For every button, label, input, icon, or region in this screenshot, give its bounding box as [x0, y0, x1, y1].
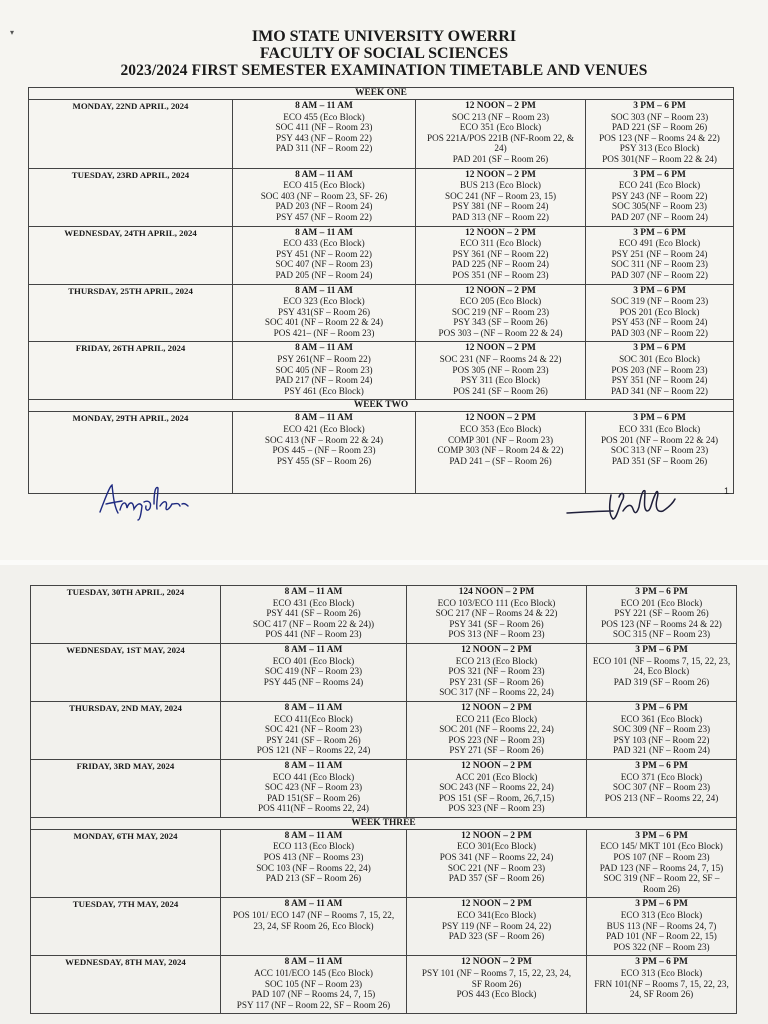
course-venue-line: PSY 101 (NF – Rooms 7, 15, 22, 23, 24,: [421, 968, 572, 978]
day-cell: THURSDAY, 25TH APRIL, 2024: [29, 284, 233, 342]
time-slot-label: 8 AM – 11 AM: [284, 957, 343, 968]
course-venue-line: ECO 401 (Eco Block): [272, 655, 355, 666]
course-venue-line: ECO 301(Eco Block): [456, 841, 537, 852]
course-venue-line: PSY 241 (SF – Room 26): [266, 734, 361, 745]
day-cell: MONDAY, 6TH MAY, 2024: [31, 829, 221, 898]
course-venue-line: ACC 101/ECO 145 (Eco Block): [254, 968, 373, 978]
course-venue-line: 24, SF Room 26): [629, 989, 694, 1000]
course-venue-line: ECO 323 (Eco Block): [283, 296, 365, 307]
course-venue-line: ECO 361 (Eco Block): [620, 713, 703, 724]
week-header-row: [29, 400, 734, 412]
time-slot-label: 8 AM – 11 AM: [295, 169, 353, 180]
day-cell: TUESDAY, 30TH APRIL, 2024: [31, 586, 221, 644]
course-venue-line: ECO 441 (Eco Block): [272, 771, 355, 782]
day-row: [31, 759, 737, 817]
course-venue-line: SOC 413 (NF – Room 22 & 24): [264, 434, 384, 445]
timetable-title: 2023/2024 FIRST SEMESTER EXAMINATION TIMETABLE AND VENUES: [120, 62, 648, 79]
exam-slot-cell: [233, 342, 416, 400]
page-number: 1: [724, 486, 730, 496]
course-venue-line: PSY 341 (SF – Room 26): [449, 618, 544, 629]
course-venue-line: 24, Eco Block): [633, 666, 690, 677]
course-venue-line: Room 26): [642, 883, 680, 894]
course-venue-line: PAD 311 (NF – Room 22): [275, 143, 373, 154]
course-venue-line: PAD 123 (NF – Rooms 24, 7, 15): [599, 862, 724, 873]
time-slot-label: 3 PM – 6 PM: [633, 285, 686, 296]
time-slot-label: 12 NOON – 2 PM: [465, 285, 536, 296]
course-venue-line: PSY 311 (Eco Block): [460, 375, 541, 386]
course-venue-line: PSY 451 (NF – Room 22): [276, 248, 372, 259]
course-venue-line: SOC 103 (NF – Rooms 22, 24): [256, 862, 371, 873]
course-venue-line: SOC 317 (NF – Rooms 22, 24): [439, 687, 554, 698]
course-venue-line: SOC 231 (NF – Rooms 24 & 22): [439, 354, 562, 365]
time-slot-label: 3 PM – 6 PM: [635, 830, 688, 841]
course-venue-line: PSY 431(SF – Room 26): [277, 306, 371, 317]
day-cell: TUESDAY, 23RD APRIL, 2024: [29, 168, 233, 226]
course-venue-line: ECO 433 (Eco Block): [283, 238, 365, 249]
course-venue-line: PSY 221 (SF – Room 26): [614, 608, 709, 619]
course-venue-line: PAD 357 (SF – Room 26): [448, 873, 545, 884]
course-venue-line: PSY 351 (NF – Room 24): [611, 375, 708, 386]
day-cell: WEDNESDAY, 24TH APRIL, 2024: [29, 226, 233, 284]
exam-slot-cell: [587, 701, 737, 759]
time-slot-label: 8 AM – 11 AM: [295, 227, 353, 238]
course-venue-line: ECO 411(Eco Block): [274, 713, 353, 724]
course-venue-line: SOC 407 (NF – Room 23): [275, 259, 373, 270]
course-venue-line: POS 107 (NF – Room 23): [613, 852, 710, 863]
university-name: IMO STATE UNIVERSITY OWERRI: [251, 28, 517, 45]
exam-slot-cell: [221, 586, 407, 644]
day-cell: FRIDAY, 26TH APRIL, 2024: [29, 342, 233, 400]
course-venue-line: SOC 201 (NF – Rooms 22, 24): [439, 724, 554, 735]
course-venue-line: PAD 351 (SF – Room 26): [611, 455, 708, 466]
course-venue-line: ECO 415 (Eco Block): [283, 180, 365, 191]
exam-slot-cell: [586, 342, 734, 400]
course-venue-line: ECO 351 (Eco Block): [459, 122, 542, 133]
time-slot-label: 8 AM – 11 AM: [284, 899, 343, 910]
time-slot-label: 8 AM – 11 AM: [295, 285, 353, 296]
exam-slot-cell: [221, 759, 407, 817]
exam-slot-cell: [221, 643, 407, 701]
course-venue-line: PSY 361 (NF – Room 22): [452, 248, 549, 259]
course-venue-line: POS 321 (NF – Room 23): [448, 666, 545, 677]
exam-slot-cell: [407, 898, 587, 956]
exam-slot-cell: [586, 412, 734, 494]
day-cell: MONDAY, 29TH APRIL, 2024: [29, 412, 233, 494]
course-venue-line: ECO 371 (Eco Block): [620, 771, 703, 782]
course-venue-line: PAD 241 – (SF – Room 26): [449, 455, 552, 466]
course-venue-line: PAD 107 (NF – Rooms 24, 7, 15): [251, 989, 376, 1000]
course-venue-line: SOC 403 (NF – Room 23, SF- 26): [260, 190, 388, 201]
time-slot-label: 3 PM – 6 PM: [633, 343, 686, 354]
time-slot-label: 3 PM – 6 PM: [635, 899, 688, 910]
time-slot-label: 12 NOON – 2 PM: [465, 343, 536, 354]
time-slot-label: 12 NOON – 2 PM: [461, 760, 532, 771]
course-venue-line: SOC 319 (NF – Room 22, SF –: [603, 873, 720, 884]
course-venue-line: PSY 443 (NF – Room 22): [276, 132, 372, 143]
course-venue-line: ECO 491 (Eco Block): [618, 238, 701, 249]
day-cell: FRIDAY, 3RD MAY, 2024: [31, 759, 221, 817]
course-venue-line: SOC 319 (NF – Room 23): [610, 296, 709, 307]
course-venue-line: ECO 353 (Eco Block): [459, 424, 542, 435]
course-venue-line: SOC 217 (NF – Rooms 24 & 22): [435, 608, 558, 619]
course-venue-line: PAD 201 (SF – Room 26): [452, 153, 549, 164]
course-venue-line: SOC 405 (NF – Room 23): [275, 364, 373, 375]
course-venue-line: ACC 201 (Eco Block): [455, 771, 538, 782]
course-venue-line: SOC 307 (NF – Room 23): [612, 782, 711, 793]
course-venue-line: POS 123 (NF – Rooms 24 & 22): [599, 132, 720, 143]
course-venue-line: ECO 213 (Eco Block): [455, 655, 538, 666]
course-venue-line: SOC 419 (NF – Room 23): [264, 666, 363, 677]
course-venue-line: POS 121 (NF – Rooms 22, 24): [256, 745, 371, 756]
course-venue-line: POS 123 (NF – Rooms 24 & 22): [601, 618, 722, 629]
course-venue-line: SOC 213 (NF – Room 23): [451, 111, 550, 122]
week-header-row: [29, 88, 734, 100]
course-venue-line: POS 221A/POS 221B (NF-Room 22, &: [426, 132, 575, 143]
course-venue-line: POS 322 (NF – Room 23): [613, 941, 710, 952]
course-venue-line: POS 445 – (NF – Room 23): [272, 445, 376, 456]
course-venue-line: POS 213 (NF – Rooms 22, 24): [604, 792, 719, 803]
course-venue-line: ECO 211 (Eco Block): [455, 713, 538, 724]
exam-slot-cell: [221, 829, 407, 898]
course-venue-line: PAD 321 (NF – Room 24): [613, 745, 710, 756]
time-slot-label: 8 AM – 11 AM: [295, 101, 353, 111]
day-row: [31, 898, 737, 956]
time-slot-label: 8 AM – 11 AM: [295, 343, 353, 354]
exam-slot-cell: [587, 759, 737, 817]
course-venue-line: SOC 311 (NF – Room 23): [611, 259, 708, 270]
time-slot-label: 8 AM – 11 AM: [284, 702, 343, 713]
course-venue-line: POS 201 (Eco Block): [619, 306, 700, 317]
exam-slot-cell: [586, 168, 734, 226]
time-slot-label: 12 NOON – 2 PM: [461, 830, 532, 841]
course-venue-line: ECO 241 (Eco Block): [618, 180, 701, 191]
day-row: [31, 643, 737, 701]
course-venue-line: ECO 331 (Eco Block): [618, 424, 701, 435]
time-slot-label: 3 PM – 6 PM: [635, 644, 688, 655]
course-venue-line: POS 303 – (NF – Room 22 & 24): [438, 327, 563, 338]
exam-slot-cell: [221, 701, 407, 759]
exam-slot-cell: [587, 956, 737, 1014]
day-row: [31, 956, 737, 1014]
course-venue-line: COMP 301 (NF – Room 23): [447, 434, 554, 445]
course-venue-line: PSY 313 (Eco Block): [619, 143, 700, 154]
course-venue-line: PAD 341 (NF – Room 22): [611, 385, 708, 396]
course-venue-line: SOC 219 (NF – Room 23): [451, 306, 550, 317]
exam-slot-cell: [233, 226, 416, 284]
course-venue-line: ECO 431 (Eco Block): [272, 597, 355, 608]
exam-slot-cell: [407, 643, 587, 701]
signature-left: [96, 482, 206, 522]
exam-slot-cell: [587, 829, 737, 898]
time-slot-label: 3 PM – 6 PM: [633, 227, 686, 238]
course-venue-line: PAD 307 (NF – Room 22): [611, 269, 708, 280]
course-venue-line: POS 323 (NF – Room 23): [448, 803, 545, 814]
day-row: [29, 100, 734, 169]
time-slot-label: 3 PM – 6 PM: [633, 169, 686, 180]
day-cell: WEDNESDAY, 8TH MAY, 2024: [31, 956, 221, 1014]
course-venue-line: SOC 423 (NF – Room 23): [264, 782, 363, 793]
course-venue-line: PSY 461 (Eco Block): [284, 385, 364, 396]
course-venue-line: SOC 301 (Eco Block): [619, 354, 700, 365]
course-venue-line: SOC 401 (NF – Room 22 & 24): [264, 317, 384, 328]
time-slot-label: 8 AM – 11 AM: [284, 830, 343, 841]
course-venue-line: POS 223 (NF – Room 23): [448, 734, 545, 745]
course-venue-line: ECO 205 (Eco Block): [459, 296, 542, 307]
course-venue-line: 23, 24, SF Room 26, Eco Block): [253, 920, 374, 931]
course-venue-line: SOC 421 (NF – Room 23): [264, 724, 363, 735]
course-venue-line: POS 101/ ECO 147 (NF – Rooms 7, 15, 22,: [232, 910, 395, 921]
course-venue-line: PSY 117 (NF – Room 22, SF – Room 26): [236, 999, 391, 1010]
day-cell: WEDNESDAY, 1ST MAY, 2024: [31, 643, 221, 701]
course-venue-line: PAD 323 (SF – Room 26): [448, 931, 545, 942]
week-label: WEEK THREE: [31, 817, 737, 829]
course-venue-line: PSY 271 (SF – Room 26): [449, 745, 544, 756]
course-venue-line: SOC 305(NF – Room 23): [612, 201, 707, 212]
day-row: [31, 701, 737, 759]
time-slot-label: 12 NOON – 2 PM: [465, 169, 536, 180]
timetable-body: [29, 88, 734, 494]
course-venue-line: PAD 217 (NF – Room 24): [275, 375, 373, 386]
time-slot-label: 12 NOON – 2 PM: [465, 101, 536, 111]
course-venue-line: ECO 201 (Eco Block): [620, 597, 703, 608]
course-venue-line: PAD 213 (SF – Room 26): [265, 873, 362, 884]
day-cell: THURSDAY, 2ND MAY, 2024: [31, 701, 221, 759]
course-venue-line: PAD 101 (NF – Room 22, 15): [606, 931, 717, 942]
exam-slot-cell: [407, 701, 587, 759]
exam-slot-cell: [416, 226, 586, 284]
exam-slot-cell: [233, 100, 416, 169]
course-venue-line: ECO 103/ECO 111 (Eco Block): [437, 597, 556, 608]
course-venue-line: BUS 213 (Eco Block): [460, 180, 541, 191]
course-venue-line: PSY 243 (NF – Room 22): [611, 190, 708, 201]
course-venue-line: POS 301(NF – Room 22 & 24): [602, 153, 717, 164]
course-venue-line: SOC 417 (NF – Room 22 & 24)): [252, 618, 375, 629]
course-venue-line: PSY 453 (NF – Room 24): [611, 317, 708, 328]
course-venue-line: PSY 119 (NF – Room 24, 22): [441, 920, 552, 931]
course-venue-line: PAD 151(SF – Room 26): [266, 792, 361, 803]
day-row: [29, 342, 734, 400]
day-row: [29, 226, 734, 284]
exam-slot-cell: [407, 759, 587, 817]
course-venue-line: PSY 457 (NF – Room 22): [276, 211, 372, 222]
time-slot-label: 3 PM – 6 PM: [633, 413, 686, 424]
course-venue-line: POS 351 (NF – Room 23): [452, 269, 549, 280]
exam-slot-cell: [586, 284, 734, 342]
course-venue-line: ECO 341(Eco Block): [456, 910, 537, 921]
course-venue-line: PAD 221 (SF – Room 26): [611, 122, 708, 133]
exam-slot-cell: [416, 284, 586, 342]
faculty-name: FACULTY OF SOCIAL SCIENCES: [259, 45, 509, 62]
time-slot-label: 3 PM – 6 PM: [633, 101, 686, 111]
day-row: [29, 284, 734, 342]
exam-slot-cell: [587, 898, 737, 956]
day-cell: TUESDAY, 7TH MAY, 2024: [31, 898, 221, 956]
day-cell: MONDAY, 22ND APRIL, 2024: [29, 100, 233, 169]
course-venue-line: PAD 319 (SF – Room 26): [613, 676, 710, 687]
scan-speck: ▾: [10, 28, 15, 37]
time-slot-label: 12 NOON – 2 PM: [465, 413, 536, 424]
course-venue-line: SOC 411 (NF – Room 23): [275, 122, 373, 133]
week-label: WEEK ONE: [29, 88, 734, 100]
course-venue-line: 24): [494, 143, 507, 154]
course-venue-line: ECO 421 (Eco Block): [283, 424, 365, 435]
course-venue-line: PAD 313 (NF – Room 22): [452, 211, 549, 222]
course-venue-line: POS 203 (NF – Room 23): [611, 364, 708, 375]
course-venue-line: BUS 113 (NF – Rooms 24, 7): [606, 920, 717, 931]
signature-right: [565, 485, 695, 525]
time-slot-label: 8 AM – 11 AM: [284, 587, 343, 597]
exam-slot-cell: [416, 100, 586, 169]
exam-slot-cell: [586, 226, 734, 284]
course-venue-line: SOC 313 (NF – Room 23): [610, 445, 709, 456]
course-venue-line: ECO 313 (Eco Block): [620, 968, 703, 978]
exam-slot-cell: [407, 586, 587, 644]
course-venue-line: SOC 315 (NF – Room 23): [612, 629, 711, 640]
exam-slot-cell: [587, 643, 737, 701]
course-venue-line: SOC 243 (NF – Rooms 22, 24): [439, 782, 554, 793]
course-venue-line: POS 151 (SF – Room, 26,7,15): [438, 792, 555, 803]
course-venue-line: POS 413 (NF – Rooms 23): [263, 852, 364, 863]
exam-slot-cell: [407, 829, 587, 898]
course-venue-line: PSY 251 (NF – Room 24): [611, 248, 708, 259]
time-slot-label: 12 NOON – 2 PM: [461, 957, 532, 968]
exam-slot-cell: [587, 586, 737, 644]
course-venue-line: ECO 101 (NF – Rooms 7, 15, 22, 23,: [592, 655, 731, 666]
course-venue-line: POS 411(NF – Rooms 22, 24): [258, 803, 369, 814]
course-venue-line: PAD 303 (NF – Room 22): [611, 327, 708, 338]
course-venue-line: SOC 309 (NF – Room 23): [612, 724, 711, 735]
course-venue-line: POS 313 (NF – Room 23): [448, 629, 545, 640]
course-venue-line: SOC 241 (NF – Room 23, 15): [444, 190, 557, 201]
course-venue-line: PSY 381 (NF – Room 24): [452, 201, 549, 212]
course-venue-line: PAD 207 (NF – Room 24): [611, 211, 708, 222]
course-venue-line: ECO 311 (Eco Block): [459, 238, 542, 249]
page-two: [0, 565, 768, 1024]
document-header: [0, 28, 768, 79]
course-venue-line: PSY 343 (SF – Room 26): [453, 317, 548, 328]
course-venue-line: POS 201 (NF – Room 22 & 24): [600, 434, 719, 445]
exam-slot-cell: [233, 412, 416, 494]
course-venue-line: PAD 225 (NF – Room 24): [452, 259, 549, 270]
time-slot-label: 124 NOON – 2 PM: [458, 587, 535, 597]
course-venue-line: SOC 221 (NF – Room 23): [447, 862, 546, 873]
week-header-row: [31, 817, 737, 829]
exam-slot-cell: [221, 956, 407, 1014]
timetable-table-page-one: [28, 87, 734, 494]
course-venue-line: PAD 203 (NF – Room 24): [275, 201, 373, 212]
time-slot-label: 8 AM – 11 AM: [295, 413, 353, 424]
time-slot-label: 12 NOON – 2 PM: [461, 702, 532, 713]
exam-slot-cell: [221, 898, 407, 956]
course-venue-line: PSY 261(NF – Room 22): [277, 354, 371, 365]
course-venue-line: POS 443 (Eco Block): [456, 989, 537, 1000]
exam-slot-cell: [407, 956, 587, 1014]
day-row: [31, 829, 737, 898]
course-venue-line: ECO 455 (Eco Block): [283, 111, 365, 122]
course-venue-line: POS 341 (NF – Rooms 22, 24): [439, 852, 554, 863]
day-row: [31, 586, 737, 644]
week-label: WEEK TWO: [29, 400, 734, 412]
time-slot-label: 12 NOON – 2 PM: [465, 227, 536, 238]
time-slot-label: 8 AM – 11 AM: [284, 644, 343, 655]
course-venue-line: POS 241 (SF – Room 26): [453, 385, 548, 396]
exam-slot-cell: [586, 100, 734, 169]
exam-slot-cell: [233, 168, 416, 226]
day-row: [29, 168, 734, 226]
timetable-body: [31, 586, 737, 1014]
course-venue-line: COMP 303 (NF – Room 24 & 22): [437, 445, 564, 456]
course-venue-line: PSY 103 (NF – Room 22): [613, 734, 710, 745]
course-venue-line: SOC 303 (NF – Room 23): [610, 111, 709, 122]
time-slot-label: 8 AM – 11 AM: [284, 760, 343, 771]
course-venue-line: ECO 145/ MKT 101 (Eco Block): [600, 841, 723, 852]
exam-slot-cell: [416, 412, 586, 494]
timetable-table-page-two: [30, 585, 737, 1014]
course-venue-line: PSY 445 (NF – Rooms 24): [263, 676, 364, 687]
course-venue-line: PAD 205 (NF – Room 24): [275, 269, 373, 280]
exam-slot-cell: [416, 342, 586, 400]
course-venue-line: PSY 231 (SF – Room 26): [449, 676, 544, 687]
course-venue-line: POS 441 (NF – Room 23): [265, 629, 362, 640]
time-slot-label: 3 PM – 6 PM: [635, 587, 688, 597]
exam-slot-cell: [416, 168, 586, 226]
course-venue-line: PSY 441 (SF – Room 26): [266, 608, 361, 619]
course-venue-line: FRN 101(NF – Rooms 7, 15, 22, 23,: [594, 978, 729, 989]
course-venue-line: SF Room 26): [471, 978, 522, 989]
exam-slot-cell: [233, 284, 416, 342]
course-venue-line: POS 421– (NF – Room 23): [273, 327, 375, 338]
course-venue-line: ECO 313 (Eco Block): [620, 910, 703, 921]
course-venue-line: ECO 113 (Eco Block): [272, 841, 355, 852]
time-slot-label: 3 PM – 6 PM: [635, 702, 688, 713]
time-slot-label: 3 PM – 6 PM: [635, 760, 688, 771]
course-venue-line: PSY 455 (SF – Room 26): [276, 455, 372, 466]
time-slot-label: 12 NOON – 2 PM: [461, 644, 532, 655]
course-venue-line: SOC 105 (NF – Room 23): [264, 978, 363, 989]
time-slot-label: 12 NOON – 2 PM: [461, 899, 532, 910]
course-venue-line: POS 305 (NF – Room 23): [452, 364, 549, 375]
time-slot-label: 3 PM – 6 PM: [635, 957, 688, 968]
